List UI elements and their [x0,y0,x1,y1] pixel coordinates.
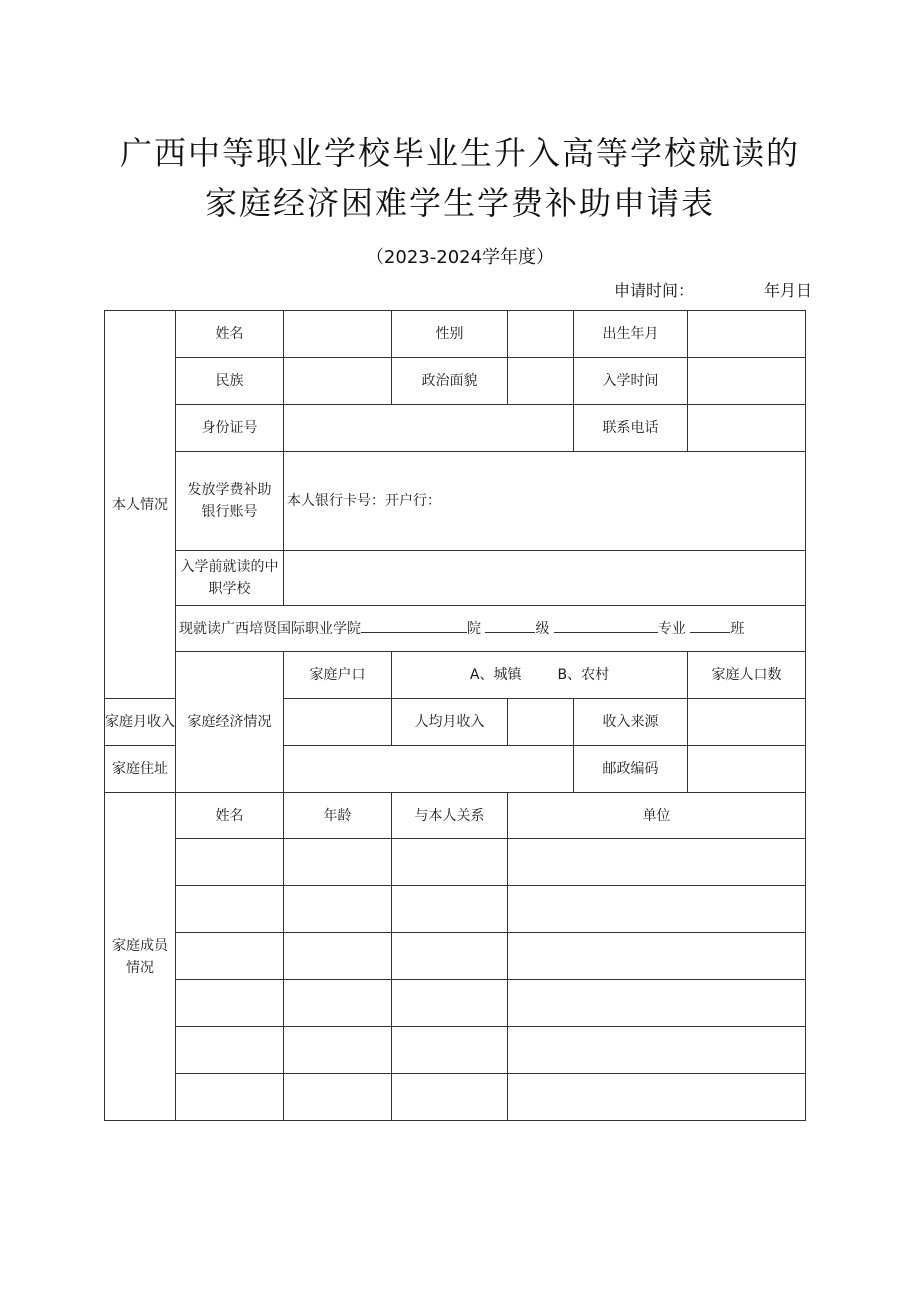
field-political[interactable] [508,358,574,405]
table-row [105,886,806,933]
row-current-school [105,606,806,652]
hukou-option-b[interactable]: B、农村 [557,667,610,683]
label-phone: 联系电话 [574,405,688,452]
current-college-label: 院 [467,620,481,637]
field-address[interactable] [284,746,574,793]
member-relation-cell[interactable] [392,1027,508,1074]
header-member-relation: 与本人关系 [392,793,508,839]
label-ethnicity: 民族 [176,358,284,405]
label-birth: 出生年月 [574,311,688,358]
table-row [105,980,806,1027]
field-name[interactable] [284,311,392,358]
table-row [105,1074,806,1121]
member-age-cell[interactable] [284,980,392,1027]
member-relation-cell[interactable] [392,886,508,933]
member-relation-cell[interactable] [392,980,508,1027]
label-id-number: 身份证号 [176,405,284,452]
hukou-option-a[interactable]: A、城镇 [469,667,522,683]
header-member-unit: 单位 [508,793,806,839]
member-age-cell[interactable] [284,1074,392,1121]
member-relation-cell[interactable] [392,933,508,980]
table-row [105,1027,806,1074]
label-hukou: 家庭户口 [284,652,392,699]
label-monthly-income: 家庭月收入 [105,699,176,746]
field-hukou[interactable] [392,652,688,699]
member-unit-cell[interactable] [508,933,806,980]
member-age-cell[interactable] [284,839,392,886]
field-postcode[interactable] [688,746,806,793]
label-enroll: 入学时间 [574,358,688,405]
member-name-cell[interactable] [176,933,284,980]
label-income-source: 收入来源 [574,699,688,746]
member-name-cell[interactable] [176,980,284,1027]
member-relation-cell[interactable] [392,839,508,886]
member-unit-cell[interactable] [508,1074,806,1121]
section-personal [105,311,176,699]
academic-year: （2023-2024学年度） [365,247,555,268]
row-members-header [105,793,806,839]
form-title-line1: 广西中等职业学校毕业生升入高等学校就读的 [119,134,800,172]
row-name-gender-birth [105,311,806,358]
row-hukou [105,652,806,699]
label-political: 政治面貌 [392,358,508,405]
field-id-number[interactable] [284,405,574,452]
field-monthly-income[interactable] [284,699,392,746]
current-major-label: 专业 [657,620,686,637]
apply-date-label: 申请时间： [614,281,695,300]
field-bank-account[interactable]: 本人银行卡号：开户行： [284,452,806,551]
member-name-cell[interactable] [176,1027,284,1074]
blank-major[interactable] [554,618,658,633]
label-bank-account: 发放学费补助银行账号 [176,452,284,551]
section-personal-label: 本人情况 [112,496,168,513]
blank-class[interactable] [690,618,730,633]
member-relation-cell[interactable] [392,1074,508,1121]
label-address: 家庭住址 [105,746,176,793]
row-ethnicity-political-enroll [105,358,806,405]
current-school-prefix: 现就读广西培贤国际职业学院 [179,620,361,637]
field-gender[interactable] [508,311,574,358]
section-family-members [105,793,176,1121]
label-name: 姓名 [176,311,284,358]
member-unit-cell[interactable] [508,886,806,933]
apply-date-ymd: 年月日 [764,281,813,300]
member-name-cell[interactable] [176,839,284,886]
field-phone[interactable] [688,405,806,452]
field-per-capita[interactable] [508,699,574,746]
member-name-cell[interactable] [176,1074,284,1121]
field-prev-school[interactable] [284,551,806,606]
section-family-econ [176,652,284,793]
application-form-table [104,310,806,1121]
member-name-cell[interactable] [176,886,284,933]
field-current-school[interactable] [176,606,806,652]
header-member-age: 年龄 [284,793,392,839]
blank-college[interactable] [361,618,467,633]
label-gender: 性别 [392,311,508,358]
row-prev-school [105,551,806,606]
label-population: 家庭人口数 [688,652,806,699]
row-id-phone [105,405,806,452]
section-family-econ-label: 家庭经济情况 [187,714,272,730]
section-family-members-label: 家庭成员情况 [112,937,168,976]
member-unit-cell[interactable] [508,1027,806,1074]
member-age-cell[interactable] [284,1027,392,1074]
label-postcode: 邮政编码 [574,746,688,793]
member-unit-cell[interactable] [508,839,806,886]
member-unit-cell[interactable] [508,980,806,1027]
field-birth[interactable] [688,311,806,358]
table-row [105,933,806,980]
label-prev-school: 入学前就读的中职学校 [176,551,284,606]
blank-grade[interactable] [485,618,535,633]
apply-date [614,278,812,301]
table-row [105,839,806,886]
member-age-cell[interactable] [284,933,392,980]
header-member-name: 姓名 [176,793,284,839]
form-title-line2: 家庭经济困难学生学费补助申请表 [204,184,715,222]
current-class-label: 班 [730,620,745,637]
field-enroll[interactable] [688,358,806,405]
current-grade-label: 级 [535,620,550,637]
member-age-cell[interactable] [284,886,392,933]
field-income-source[interactable] [688,699,806,746]
label-per-capita: 人均月收入 [392,699,508,746]
row-bank-account [105,452,806,551]
field-ethnicity[interactable] [284,358,392,405]
